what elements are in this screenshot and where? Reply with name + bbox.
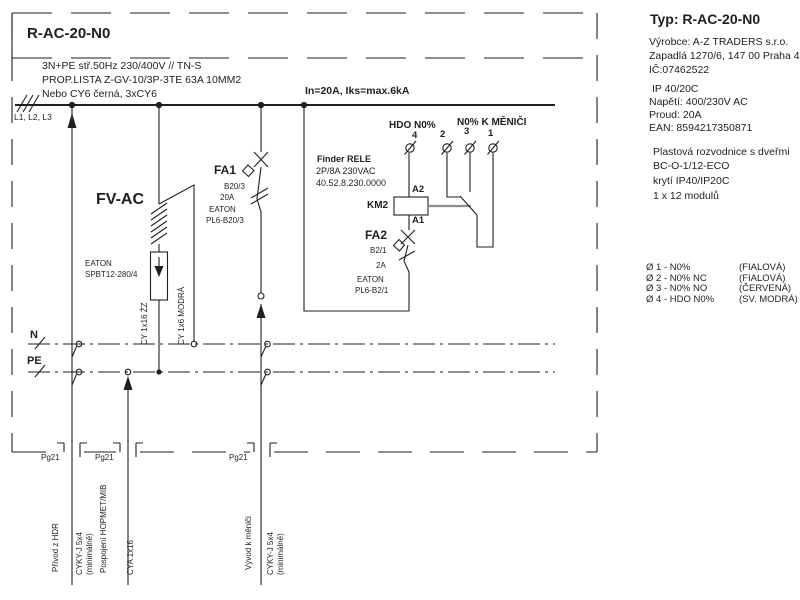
coil-a2: A2 [412,184,425,195]
menic-label: N0% K MĚNIČI [457,117,527,128]
terminal-1 [488,141,500,155]
fa1-char: B20/3 [224,182,245,191]
terminal-4 [405,141,417,155]
cable-feed-type: CYKY-J 5x4 [75,532,84,575]
supply-busbar: PROP.LISTA Z-GV-10/3P-3TE 63A 10MM2 [42,74,242,86]
cable-feed-note: (minimálně) [85,533,94,575]
breaker-fa1-symbol [243,105,271,585]
legend-row-color: (ČERVENÁ) [739,283,792,294]
terminal-2 [442,141,454,155]
terminal-3 [465,141,477,155]
surge-maker: EATON [85,259,112,268]
legend-row-color: (FIALOVÁ) [739,262,786,273]
terminal-4-number: 4 [412,130,418,141]
fa1-tag: FA1 [214,163,237,177]
info-enclosure-4: 1 x 12 modulů [653,190,719,202]
legend-row-color: (SV. MODRÁ) [739,293,798,305]
incoming-feed-line [68,105,82,585]
relay-desc2: 2P/8A 230VAC [316,166,376,176]
info-address: Zapadlá 1270/6, 147 00 Praha 4 [649,50,800,62]
legend-row-terminal: Ø 1 - N0% [646,262,691,273]
legend-row-terminal: Ø 2 - N0% NC [646,272,707,284]
info-voltage: Napětí: 400/230V AC [649,96,748,108]
breaker-fa2-symbol [394,215,416,311]
cable-bonding-type: CYA 1x16 [126,540,135,575]
terminal-3-number: 3 [464,126,470,137]
info-ip-rating: IP 40/20C [652,83,699,95]
fa1-model: PL6-B20/3 [206,216,244,225]
relay-desc3: 40.52.8.230.0000 [316,178,387,188]
fa2-rating: 2A [376,261,386,270]
legend-row-color: (FIALOVÁ) [739,272,786,284]
info-enclosure-1: Plastová rozvodnice s dveřmi [653,146,790,158]
fa2-model: PL6-B2/1 [355,286,389,295]
changeover-contact-symbol [447,153,493,247]
surge-model: SPBT12-280/4 [85,270,138,279]
legend-row-terminal: Ø 4 - HDO N0% [646,293,715,305]
surge-arrester-branch [151,105,197,375]
fa2-char: B2/1 [370,246,387,255]
supply-spec: 3N+PE stř.50Hz 230/400V // TN-S [42,60,202,72]
terminal-2-number: 2 [440,129,446,140]
info-enclosure-2: BC-O-1/12-ECO [653,160,730,172]
info-current: Proud: 20A [649,109,702,121]
control-circuit [304,105,499,311]
coil-tag: KM2 [367,200,389,211]
info-manufacturer: Výrobce: A-Z TRADERS s.r.o. [649,36,789,48]
pe-bus-label: PE [27,355,42,367]
info-type: Typ: R-AC-20-N0 [650,11,761,27]
supply-alt: Nebo CY6 černá, 3xCY6 [42,88,157,100]
gland-label-feed: Pg21 [41,453,60,462]
info-enclosure-3: krytí IP40/IP20C [653,175,730,187]
fa2-maker: EATON [357,275,384,284]
drawing-title: R-AC-20-N0 [27,25,111,42]
pe-wire-label: CY 1x16 ŽZ [140,302,149,345]
cable-out-type: CYKY-J 5x4 [266,532,275,575]
n-wire-label: CY 1x6 MODRÁ [177,286,186,345]
n-pe-buses [28,337,555,377]
coil-a1: A1 [412,215,425,226]
terminal-1-number: 1 [488,128,494,139]
gland-label-out: Pg21 [229,453,248,462]
surge-tag: FV-AC [96,191,144,208]
hdo-label: HDO N0% [389,120,436,131]
fa1-maker: EATON [209,205,236,214]
info-ean: EAN: 8594217350871 [649,122,753,134]
legend-row-terminal: Ø 3 - N0% NO [646,283,708,294]
gland-label-bonding: Pg21 [95,453,114,462]
cable-feed-label: Přívod z HDR [51,523,60,572]
rating-label: In=20A, Iks=max.6kA [305,85,410,97]
fa2-tag: FA2 [365,228,388,242]
fa1-rating: 20A [220,193,235,202]
n-bus-label: N [30,329,38,341]
info-reg-no: IČ:07462522 [649,64,710,76]
contactor-coil-symbol [394,197,428,215]
cable-out-note: (minimálně) [276,533,285,575]
phase-label: L1, L2, L3 [14,112,52,122]
cable-out-label: Vývod k měniči [244,516,253,570]
relay-desc1: Finder RELE [317,154,372,164]
cable-bonding-label: Pospojení HOPMET/MIB [99,484,108,573]
